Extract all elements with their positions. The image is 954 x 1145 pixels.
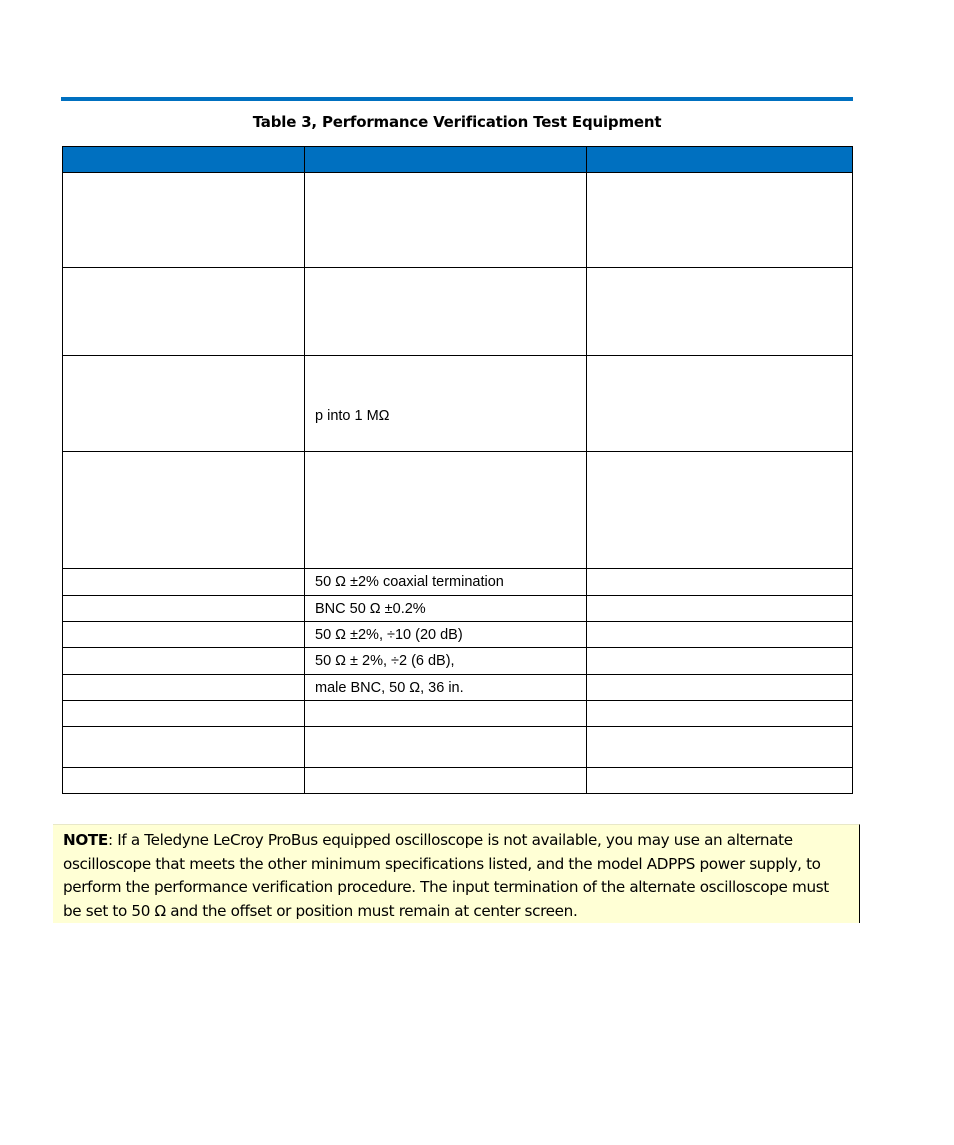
table-cell: 50 Ω ± 2%, ÷2 (6 dB), — [305, 648, 587, 675]
table-row — [63, 268, 853, 356]
table-cell — [63, 622, 305, 648]
table-cell — [305, 268, 587, 356]
table-row — [63, 701, 853, 727]
table-cell — [63, 356, 305, 452]
table-cell — [63, 596, 305, 622]
table-row — [63, 173, 853, 268]
note-label: NOTE — [63, 831, 108, 849]
table-caption: Table 3, Performance Verification Test Equipment — [252, 113, 662, 131]
table-row — [63, 596, 853, 622]
table-cell — [587, 268, 853, 356]
table-cell — [587, 452, 853, 569]
table-cell — [63, 569, 305, 596]
table-cell — [63, 452, 305, 569]
table-cell — [587, 356, 853, 452]
table-cell: 50 Ω ±2%, ÷10 (20 dB) — [305, 622, 587, 648]
table-cell — [305, 701, 587, 727]
table-cell — [63, 675, 305, 701]
table-cell: p into 1 MΩ — [305, 356, 587, 452]
table-cell — [305, 768, 587, 794]
table-cell — [63, 768, 305, 794]
table-cell — [587, 569, 853, 596]
header-cell — [305, 147, 587, 173]
table-cell — [63, 727, 305, 768]
table-cell — [63, 648, 305, 675]
table-cell — [587, 675, 853, 701]
note-text: : If a Teledyne LeCroy ProBus equipped oscilloscope is not available, you may use an alternate oscilloscope that meets the other minimum specifications listed, and the model ADPPS power supply, to perform the performance verification procedure. The input termination of the alternate oscilloscope must be set to 50 Ω and the offset or position must remain at center screen. — [63, 831, 829, 920]
table-row — [63, 622, 853, 648]
table-cell — [587, 727, 853, 768]
table-row — [63, 648, 853, 675]
table-cell — [63, 701, 305, 727]
table-cell: BNC 50 Ω ±0.2% — [305, 596, 587, 622]
table-cell — [587, 768, 853, 794]
table-cell — [305, 452, 587, 569]
table-cell — [587, 622, 853, 648]
table-cell — [587, 173, 853, 268]
table-row — [63, 356, 853, 452]
table-cell — [305, 727, 587, 768]
table-cell: male BNC, 50 Ω, 36 in. — [305, 675, 587, 701]
table-row — [63, 768, 853, 794]
note-box — [53, 824, 860, 923]
section-rule — [61, 97, 853, 101]
table-cell — [305, 173, 587, 268]
table-row — [63, 452, 853, 569]
table-cell — [63, 268, 305, 356]
table-row — [63, 675, 853, 701]
header-cell — [587, 147, 853, 173]
table-row — [63, 727, 853, 768]
table-header-row — [63, 147, 853, 173]
table-cell — [587, 648, 853, 675]
table-cell — [587, 596, 853, 622]
table-cell: 50 Ω ±2% coaxial termination — [305, 569, 587, 596]
test-equipment-table — [62, 146, 853, 794]
table-cell — [587, 701, 853, 727]
table-cell — [63, 173, 305, 268]
header-cell — [63, 147, 305, 173]
table-row — [63, 569, 853, 596]
